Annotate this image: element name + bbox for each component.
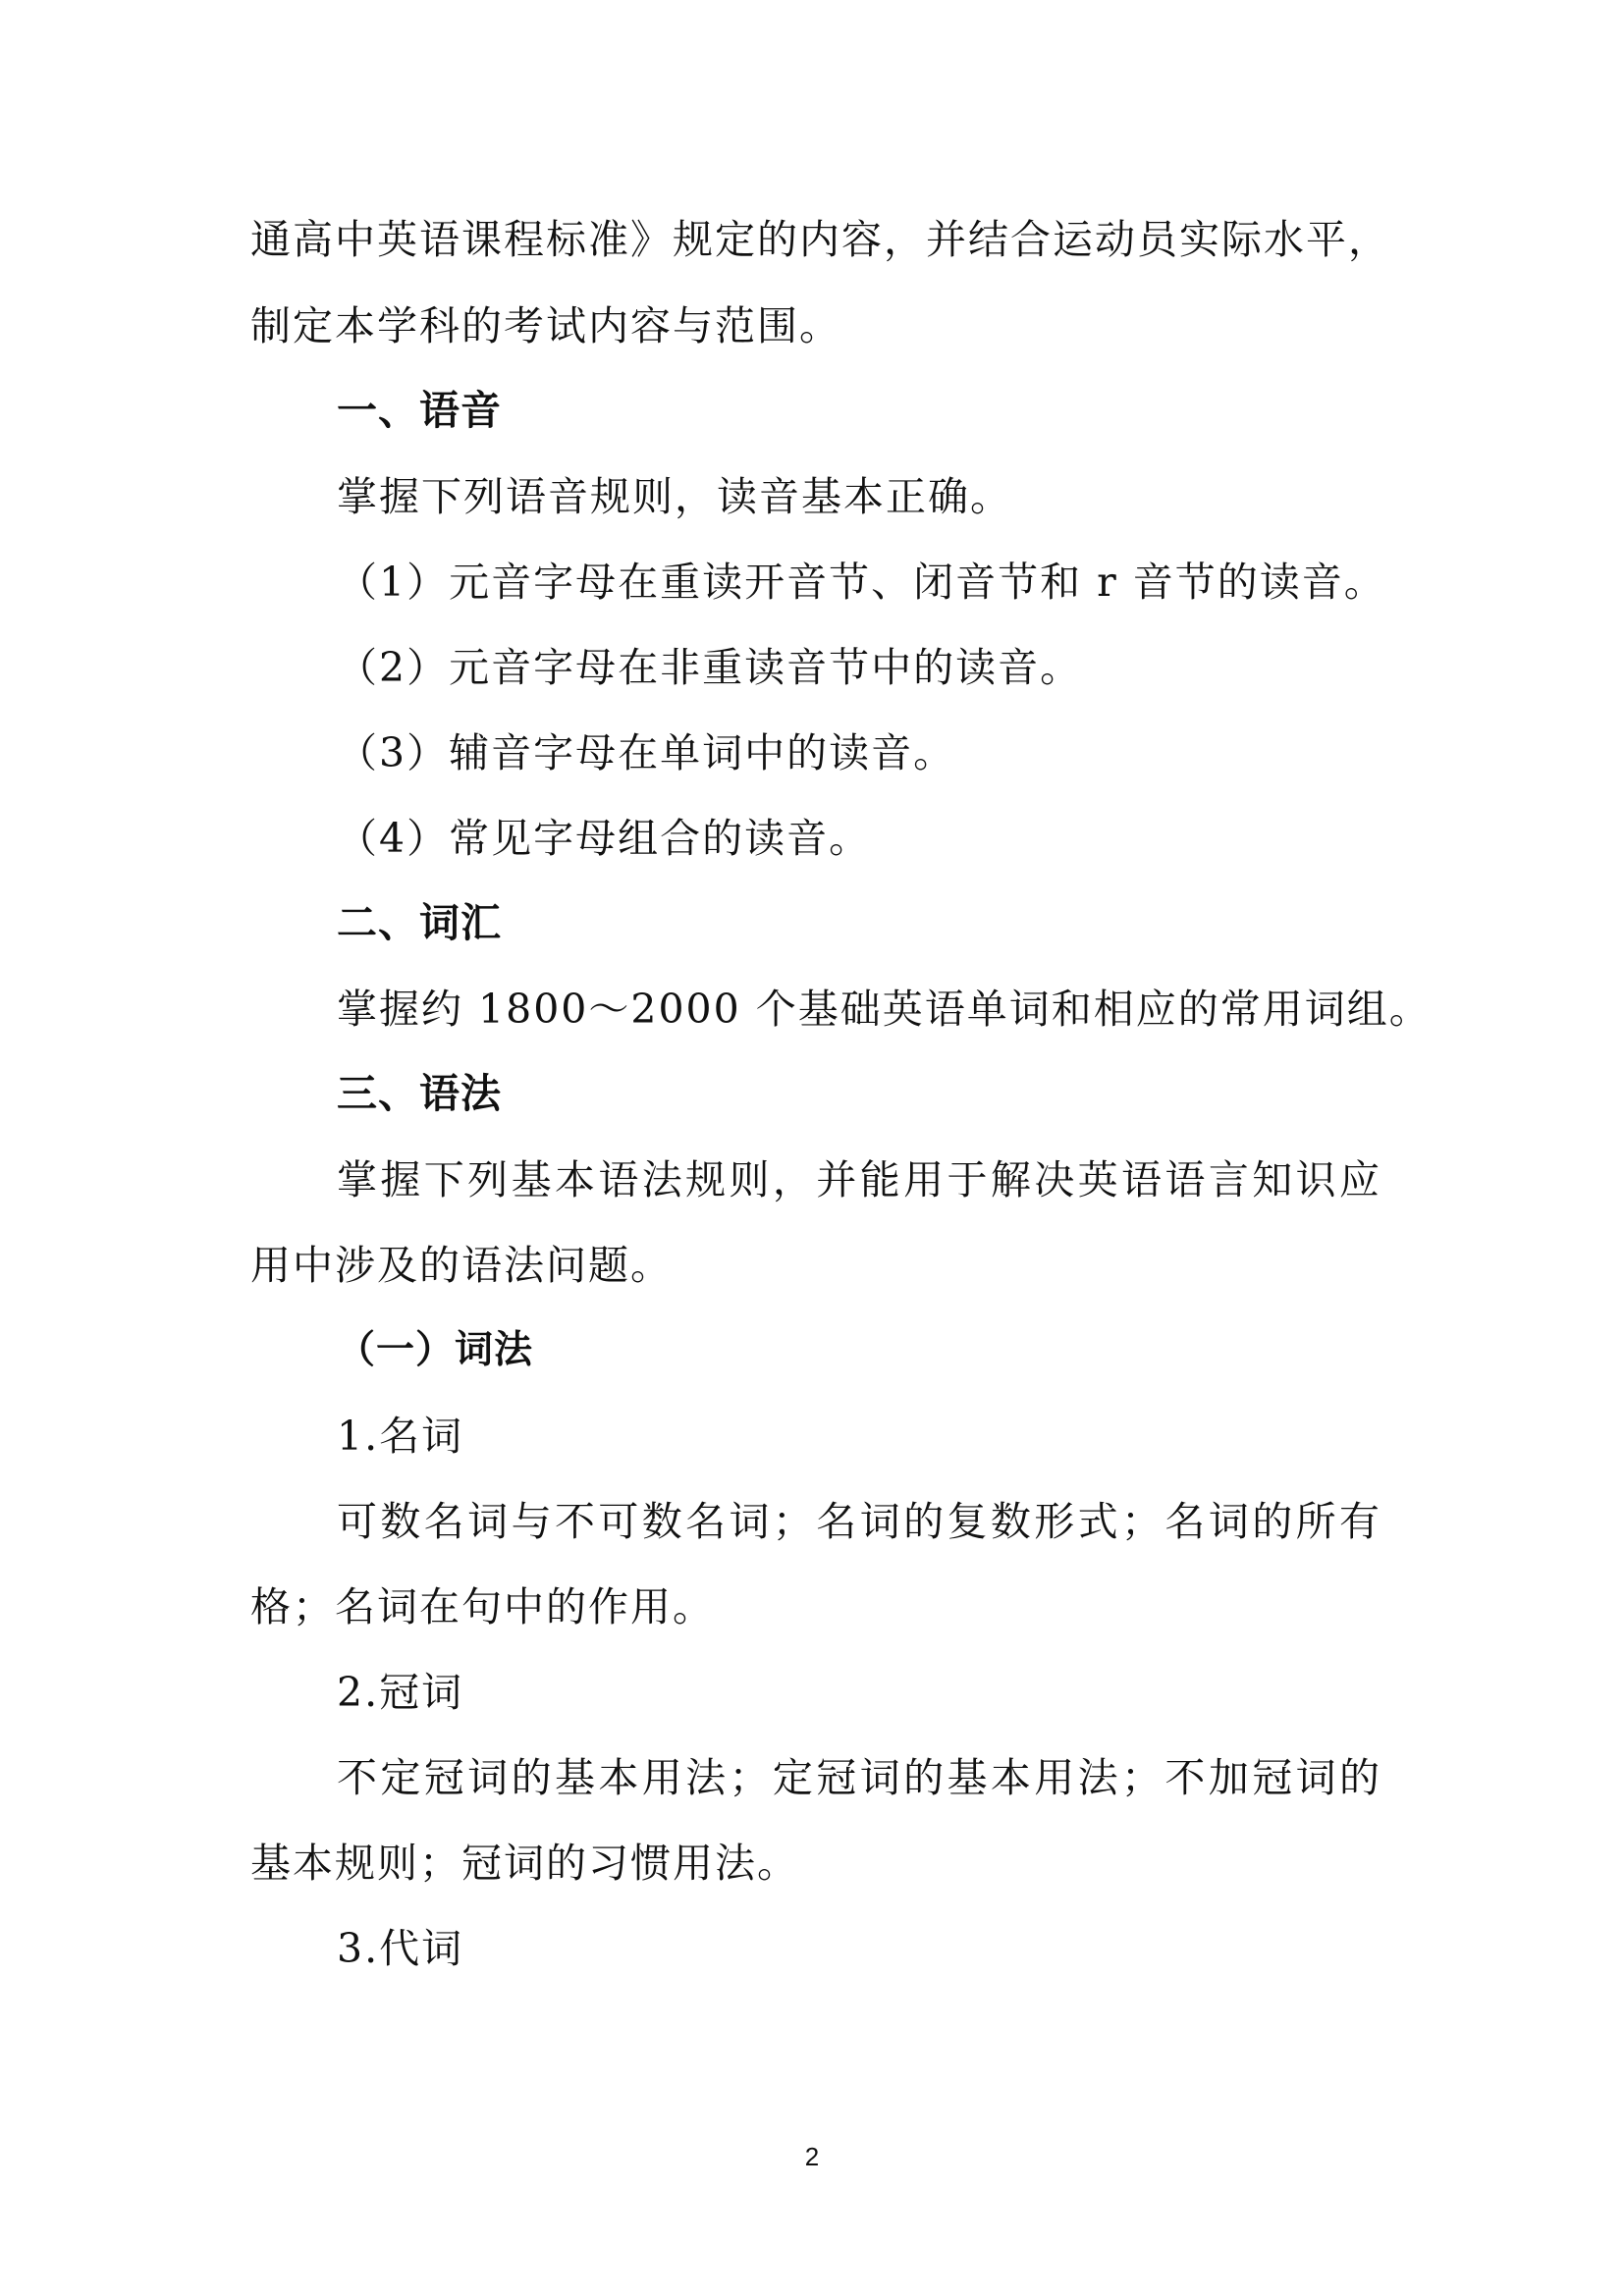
paragraph-line: 掌握下列语音规则，读音基本正确。	[337, 473, 1012, 520]
list-item: （2）元音字母在非重读音节中的读音。	[337, 644, 1083, 691]
page-number: 2	[804, 2142, 820, 2171]
section-heading-phonetics: 一、语音	[337, 387, 502, 434]
subsection-heading-morphology: （一）词法	[337, 1328, 534, 1372]
paragraph-line: 掌握约 1800～2000 个基础英语单词和相应的常用词组。	[337, 986, 1432, 1033]
paragraph-line: 不定冠词的基本用法；定冠词的基本用法；不加冠词的	[337, 1754, 1381, 1801]
item-heading-pronoun: 3.代词	[337, 1925, 464, 1972]
paragraph-line: 基本规则；冠词的习惯用法。	[250, 1840, 799, 1887]
paragraph-line: 制定本学科的考试内容与范围。	[250, 302, 841, 349]
item-heading-noun: 1.名词	[337, 1413, 464, 1460]
list-item: （1）元音字母在重读开音节、闭音节和 r 音节的读音。	[337, 559, 1386, 606]
section-heading-vocabulary: 二、词汇	[337, 899, 502, 946]
paragraph-line: 用中涉及的语法问题。	[250, 1242, 673, 1289]
paragraph-line: 掌握下列基本语法规则，并能用于解决英语语言知识应	[337, 1156, 1381, 1203]
paragraph-line: 可数名词与不可数名词；名词的复数形式；名词的所有	[337, 1498, 1381, 1545]
list-item: （3）辅音字母在单词中的读音。	[337, 729, 956, 776]
list-item: （4）常见字母组合的读音。	[337, 815, 872, 862]
paragraph-line: 通高中英语课程标准》规定的内容，并结合运动员实际水平，	[250, 216, 1390, 263]
item-heading-article: 2.冠词	[337, 1669, 464, 1716]
section-heading-grammar: 三、语法	[337, 1070, 502, 1117]
paragraph-line: 格；名词在句中的作用。	[250, 1583, 715, 1630]
